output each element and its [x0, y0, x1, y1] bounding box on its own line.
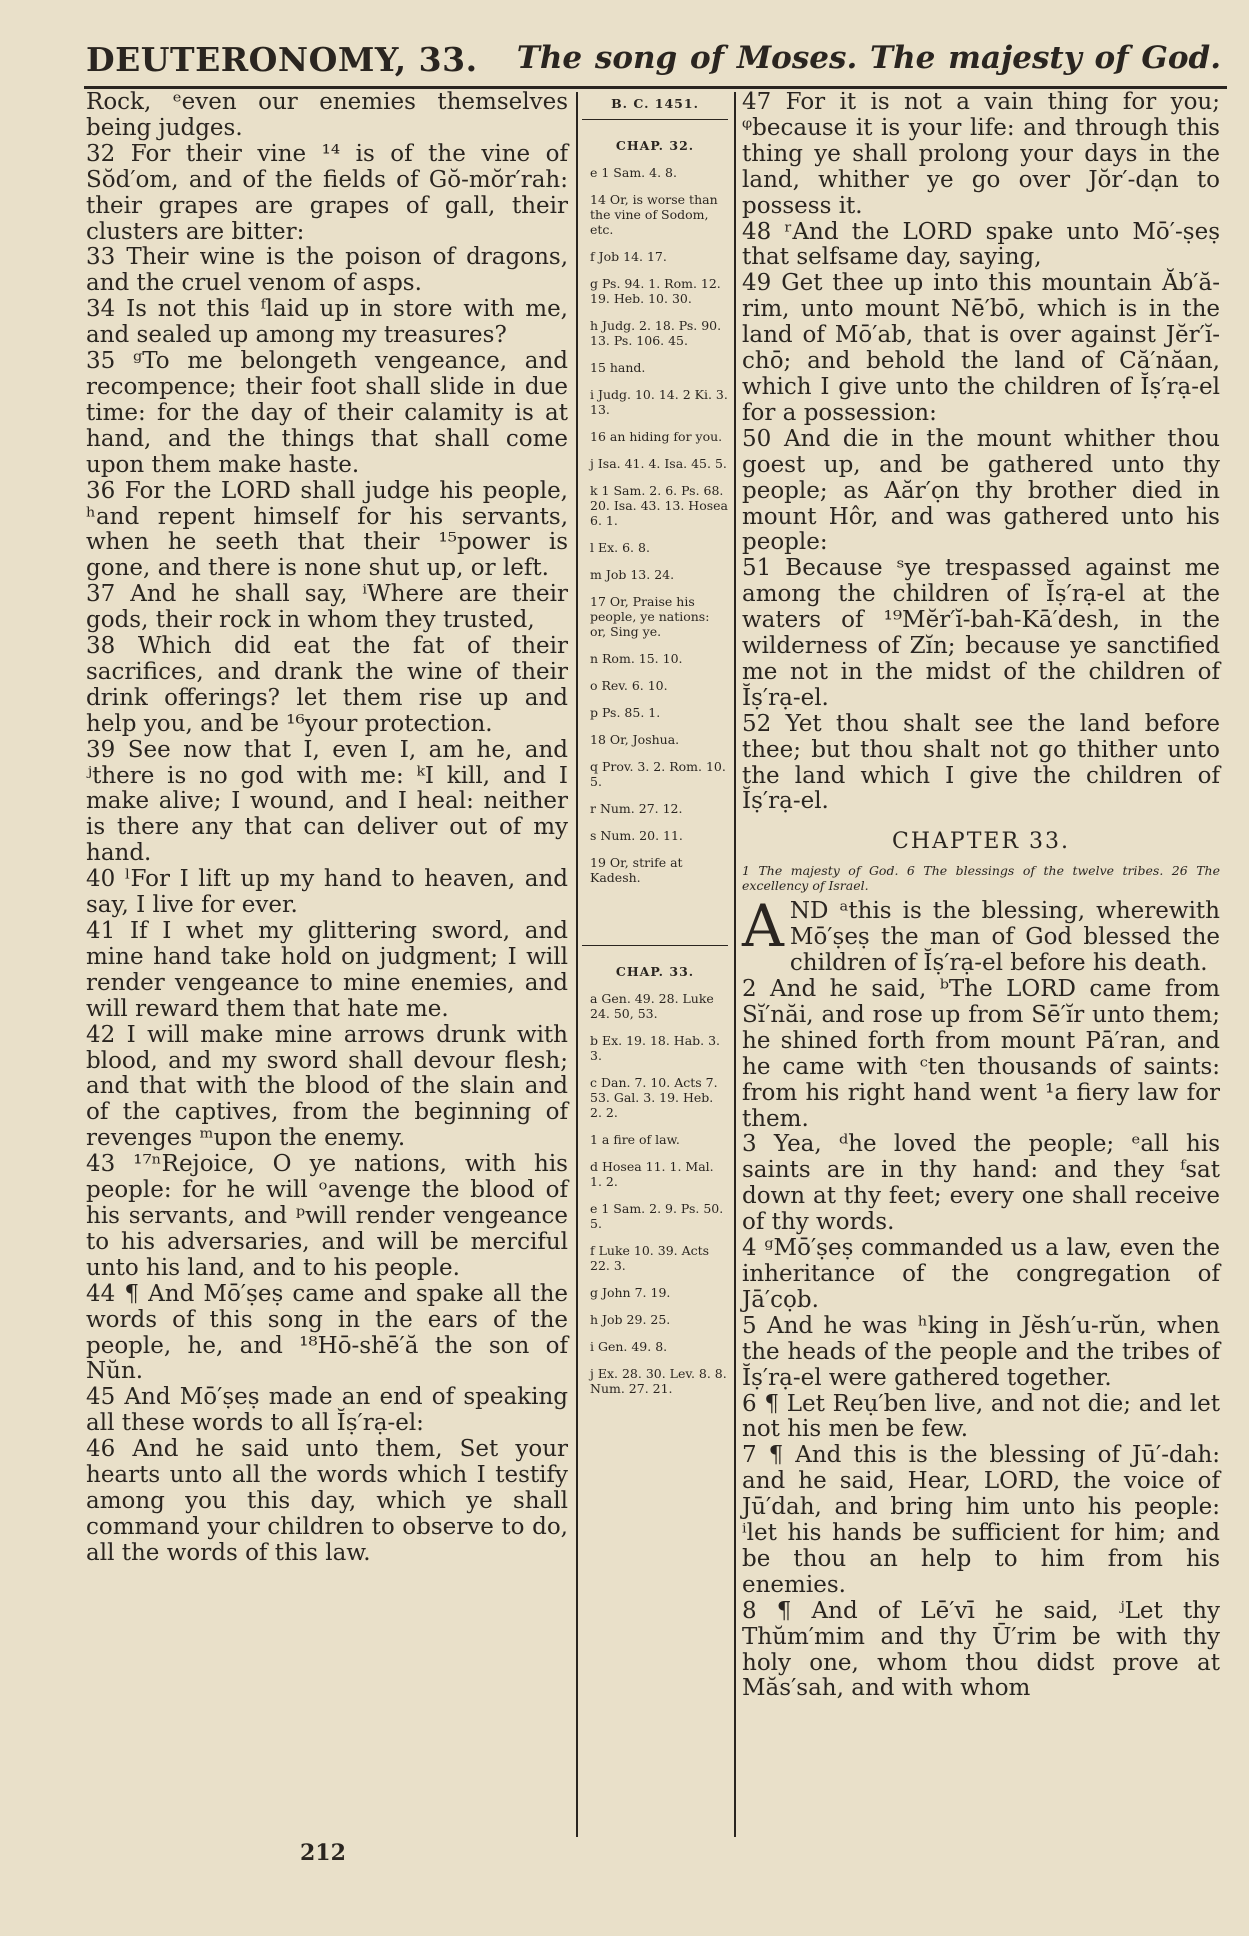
verse: 52 Yet thou shalt see the land before thee; but thou shalt not go thither unto the land which I give the children of Ĭṣ′rạ-el.	[742, 710, 1220, 815]
marginal-reference: 1 a fire of law.	[590, 1132, 680, 1147]
marginal-reference: g Ps. 94. 1. Rom. 12. 19. Heb. 10. 30.	[590, 276, 721, 306]
refs-rule	[582, 945, 728, 946]
verse: 3 Yea, ᵈhe loved the people; ᵉall his saints are in thy hand: and they ᶠsat down at thy feet; every one shall receive of thy words.	[742, 1131, 1220, 1236]
verse: Rock, ᵉeven our enemies themselves being judges.	[86, 89, 568, 141]
verse: 43 ¹⁷ⁿRejoice, O ye nations, with his people: for he will ᵒavenge the blood of his servants, and ᵖwill render vengeance to his adversaries, and will be merciful unto his land, and to his people.	[86, 1151, 568, 1281]
left-text-column	[86, 90, 568, 1567]
verse: 41 If I whet my glittering sword, and mine hand take hold on judgment; I will render vengeance to mine enemies, and will reward them that hate me.	[86, 918, 568, 1022]
verse: 51 Because ˢye trespassed against me among the children of Ĭṣ′rạ-el at the waters of ¹⁹Mĕr′ĭ-bah-Kā′desh, in the wilderness of Zĭn; because ye sanctified me not in the midst of the children of Ĭṣ′rạ-el.	[742, 555, 1220, 711]
chap32-references	[582, 165, 728, 885]
marginal-reference: h Job 29. 25.	[590, 1312, 671, 1327]
drop-cap: A	[742, 892, 784, 961]
verse: 44 ¶ And Mō′ṣeṣ came and spake all the words of this song in the ears of the people, he, and ¹⁸Hō-shē′ă the son of Nŭn.	[86, 1280, 568, 1385]
marginal-reference: f Job 14. 17.	[590, 249, 667, 264]
verse: 50 And die in the mount whither thou goest up, and be gathered unto thy people; as Aăr′ọn thy brother died in mount Hôr, and was gathered unto his people:	[742, 425, 1220, 556]
verse: 40 ˡFor I lift up my hand to heaven, and say, I live for ever.	[86, 866, 568, 919]
marginal-reference: n Rom. 15. 10.	[590, 651, 683, 666]
verse: 48 ʳAnd the LORD spake unto Mō′-ṣeṣ that selfsame day, saying,	[742, 218, 1220, 271]
era-label: B. C. 1451.	[611, 96, 699, 111]
era-rule	[582, 119, 728, 120]
chap33-heading: CHAP. 33.	[615, 964, 695, 979]
verse: 5 And he was ʰking in Jĕsh′u-rŭn, when the heads of the people and the tribes of Ĭṣ′rạ-el were gathered together.	[742, 1312, 1220, 1391]
chapter-title: CHAPTER 33.	[892, 829, 1070, 855]
verse: 38 Which did eat the fat of their sacrifices, and drank the wine of their drink offerings? let them rise up and help you, and be ¹⁶your protection.	[86, 633, 568, 737]
marginal-reference: j Ex. 28. 30. Lev. 8. 8. Num. 27. 21.	[590, 1366, 727, 1396]
marginal-reference: d Hosea 11. 1. Mal. 1. 2.	[590, 1159, 714, 1189]
verse: 6 ¶ Let Reụ′ben live, and not die; and let not his men be few.	[742, 1390, 1220, 1443]
marginal-reference: k 1 Sam. 2. 6. Ps. 68. 20. Isa. 43. 13. Hosea 6. 1.	[590, 483, 729, 528]
verse: 34 Is not this ᶠlaid up in store with me, and sealed up among my treasures?	[86, 296, 568, 349]
book-header: DEUTERONOMY, 33.	[86, 40, 478, 79]
chap33-verses	[742, 892, 1220, 1702]
right-text-column	[742, 90, 1220, 1702]
marginal-reference: j Isa. 41. 4. Isa. 45. 5.	[590, 456, 727, 471]
column-divider-right	[734, 92, 736, 1837]
column-divider-left	[576, 92, 578, 1837]
marginal-reference: g John 7. 19.	[590, 1285, 671, 1300]
marginal-reference: e 1 Sam. 2. 9. Ps. 50. 5.	[590, 1201, 724, 1231]
marginal-reference: o Rev. 6. 10.	[590, 678, 668, 693]
marginal-reference: r Num. 27. 12.	[590, 801, 683, 816]
verse: 8 ¶ And of Lē′vī he said, ʲLet thy Thŭm′mim and thy Ū′rim be with thy holy one, whom thou didst prove at Măs′sah, and with whom	[742, 1597, 1220, 1702]
verse: 39 See now that I, even I, am he, and ʲthere is no god with me: ᵏI kill, and I make alive; I wound, and I heal: neither is there any that can deliver out of my hand.	[86, 736, 568, 867]
chapter-summary: 1 The majesty of God. 6 The blessings of the twelve tribes. 26 The excellency of Israel.	[742, 863, 1220, 894]
marginal-reference: 14 Or, is worse than the vine of Sodom, etc.	[590, 192, 718, 237]
verse: 49 Get thee up into this mountain Ăb′ă-rim, unto mount Nē′bō, which is in the land of Mō′ab, that is over against Jĕr′ĭ-chō; and behold the land of Că′năan, which I give unto the children of Ĭṣ′rạ-el for a possession:	[742, 270, 1220, 426]
verse: 33 Their wine is the poison of dragons, and the cruel venom of asps.	[86, 244, 568, 297]
verse: 46 And he said unto them, Set your hearts unto all the words which I testify among you this day, which ye shall command your children to observe to do, all the words of this law.	[86, 1436, 568, 1566]
verse: 42 I will make mine arrows drunk with blood, and my sword shall devour flesh; and that with the blood of the slain and of the captives, from the beginning of revenges ᵐupon the enemy.	[86, 1021, 568, 1152]
marginal-reference: h Judg. 2. 18. Ps. 90. 13. Ps. 106. 45.	[590, 318, 722, 348]
page-number: 212	[300, 1840, 346, 1866]
marginal-reference: i Judg. 10. 14. 2 Ki. 3. 13.	[590, 387, 728, 417]
verse: ND ᵃthis is the blessing, wherewith Mō′ṣeṣ the man of God blessed the children of Ĭṣ′rạ-el before his death.	[789, 898, 1220, 977]
verse: 47 For it is not a vain thing for you; ᵠbecause it is your life: and through this thing ye shall prolong your days in the land, whither ye go over Jŏr′-dạn to possess it.	[742, 89, 1220, 219]
marginal-reference: i Gen. 49. 8.	[590, 1339, 668, 1354]
marginal-reference: 15 hand.	[590, 360, 646, 375]
chap32-heading: CHAP. 32.	[615, 138, 695, 153]
marginal-reference: 16 an hiding for you.	[590, 429, 723, 444]
marginal-reference: e 1 Sam. 4. 8.	[590, 165, 677, 180]
marginal-reference: a Gen. 49. 28. Luke 24. 50, 53.	[590, 991, 714, 1021]
marginal-reference: s Num. 20. 11.	[590, 828, 683, 843]
marginal-reference: l Ex. 6. 8.	[590, 540, 650, 555]
marginal-reference: q Prov. 3. 2. Rom. 10. 5.	[590, 759, 726, 789]
chap33-references	[582, 991, 728, 1396]
verse: 4 ᵍMō′ṣeṣ commanded us a law, even the inheritance of the congregation of Jā′cọb.	[742, 1235, 1220, 1313]
marginal-reference: c Dan. 7. 10. Acts 7. 53. Gal. 3. 19. Heb. 2. 2.	[590, 1075, 718, 1120]
reference-column	[582, 96, 728, 1408]
verse: 37 And he shall say, ⁱWhere are their gods, their rock in whom they trusted,	[86, 581, 568, 634]
marginal-reference: 17 Or, Praise his people, ye nations: or, Sing ye.	[590, 594, 710, 639]
running-title: The song of Moses. The majesty of God.	[516, 40, 1221, 76]
marginal-reference: p Ps. 85. 1.	[590, 705, 661, 720]
verse: 45 And Mō′ṣeṣ made an end of speaking all these words to all Ĭṣ′rạ-el:	[86, 1384, 568, 1437]
verse: 35 ᵍTo me belongeth vengeance, and recompence; their foot shall slide in due time: for the day of their calamity is at hand, and the things that shall come upon them make haste.	[86, 348, 568, 478]
marginal-reference: 19 Or, strife at Kadesh.	[590, 855, 683, 885]
marginal-reference: m Job 13. 24.	[590, 567, 675, 582]
marginal-reference: b Ex. 19. 18. Hab. 3. 3.	[590, 1033, 721, 1063]
verse: 7 ¶ And this is the blessing of Jū′-dah: and he said, Hear, LORD, the voice of Jū′dah, and bring him unto his people: ⁱlet his hands be sufficient for him; and be thou an help to him from his enemies.	[742, 1442, 1220, 1598]
verse: 32 For their vine ¹⁴ is of the vine of Sŏd′om, and of the fields of Gŏ-mŏr′rah: their grapes are grapes of gall, their clusters are bitter:	[86, 140, 568, 245]
verse: 36 For the LORD shall judge his people, ʰand repent himself for his servants, when he seeth that their ¹⁵power is gone, and there is none shut up, or left.	[86, 477, 568, 582]
verse: 2 And he said, ᵇThe LORD came from Sĭ′năi, and rose up from Sē′ĭr unto them; he shined forth from mount Pā′ran, and he came with ᶜten thousands of saints: from his right hand went ¹a fiery law for them.	[742, 976, 1220, 1132]
marginal-reference: 18 Or, Joshua.	[590, 732, 680, 747]
marginal-reference: f Luke 10. 39. Acts 22. 3.	[590, 1243, 710, 1273]
chap32-verses-end	[742, 90, 1220, 815]
